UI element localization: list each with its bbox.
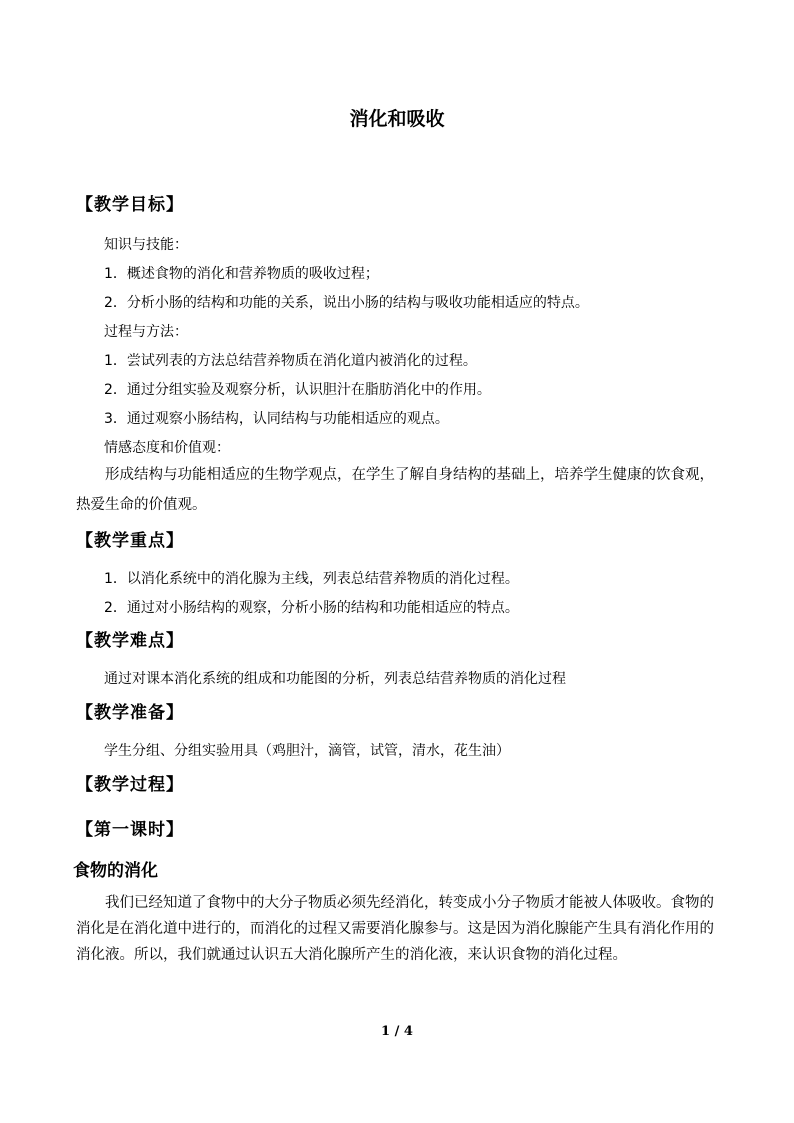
difficulty-text: 通过对课本消化系统的组成和功能图的分析，列表总结营养物质的消化过程 — [104, 671, 566, 687]
knowledge-item: 1．概述食物的消化和营养物质的吸收过程； — [104, 266, 379, 282]
process-label: 过程与方法： — [104, 324, 188, 340]
key-points-heading: 【教学重点】 — [76, 531, 184, 551]
page-title: 消化和吸收 — [349, 108, 445, 130]
page-number: 1 / 4 — [381, 1024, 413, 1039]
difficulty-heading: 【教学难点】 — [76, 631, 184, 651]
knowledge-label: 知识与技能： — [104, 237, 188, 253]
preparation-text: 学生分组、分组实验用具（鸡胆汁，滴管，试管，清水，花生油） — [104, 743, 510, 759]
key-point-item: 1．以消化系统中的消化腺为主线，列表总结营养物质的消化过程。 — [104, 571, 519, 587]
preparation-heading: 【教学准备】 — [76, 703, 184, 723]
process-item: 2．通过分组实验及观察分析，认识胆汁在脂肪消化中的作用。 — [104, 382, 491, 398]
process-item: 3．通过观察小肠结构，认同结构与功能相适应的观点。 — [104, 411, 449, 427]
key-point-item: 2．通过对小肠结构的观察，分析小肠的结构和功能相适应的特点。 — [104, 600, 519, 616]
attitude-text: 形成结构与功能相适应的生物学观点，在学生了解自身结构的基础上，培养学生健康的饮食观，热爱生命的价值观。 — [76, 467, 714, 513]
process-heading: 【教学过程】 — [76, 775, 184, 795]
lesson-heading: 【第一课时】 — [76, 820, 184, 840]
objectives-heading: 【教学目标】 — [76, 195, 184, 215]
digestion-text: 我们已经知道了食物中的大分子物质必须先经消化，转变成小分子物质才能被人体吸收。食物的消化是在消化道中进行的，而消化的过程又需要消化腺参与。这是因为消化腺能产生具有消化作用的消化液。所以，我们就通过认识五大消化腺所产生的消化液，来认识食物的消化过程。 — [76, 895, 714, 963]
knowledge-item: 2．分析小肠的结构和功能的关系，说出小肠的结构与吸收功能相适应的特点。 — [104, 295, 589, 311]
digestion-heading: 食物的消化 — [73, 861, 158, 881]
attitude-label: 情感态度和价值观： — [104, 440, 230, 456]
process-item: 1．尝试列表的方法总结营养物质在消化道内被消化的过程。 — [104, 353, 477, 369]
